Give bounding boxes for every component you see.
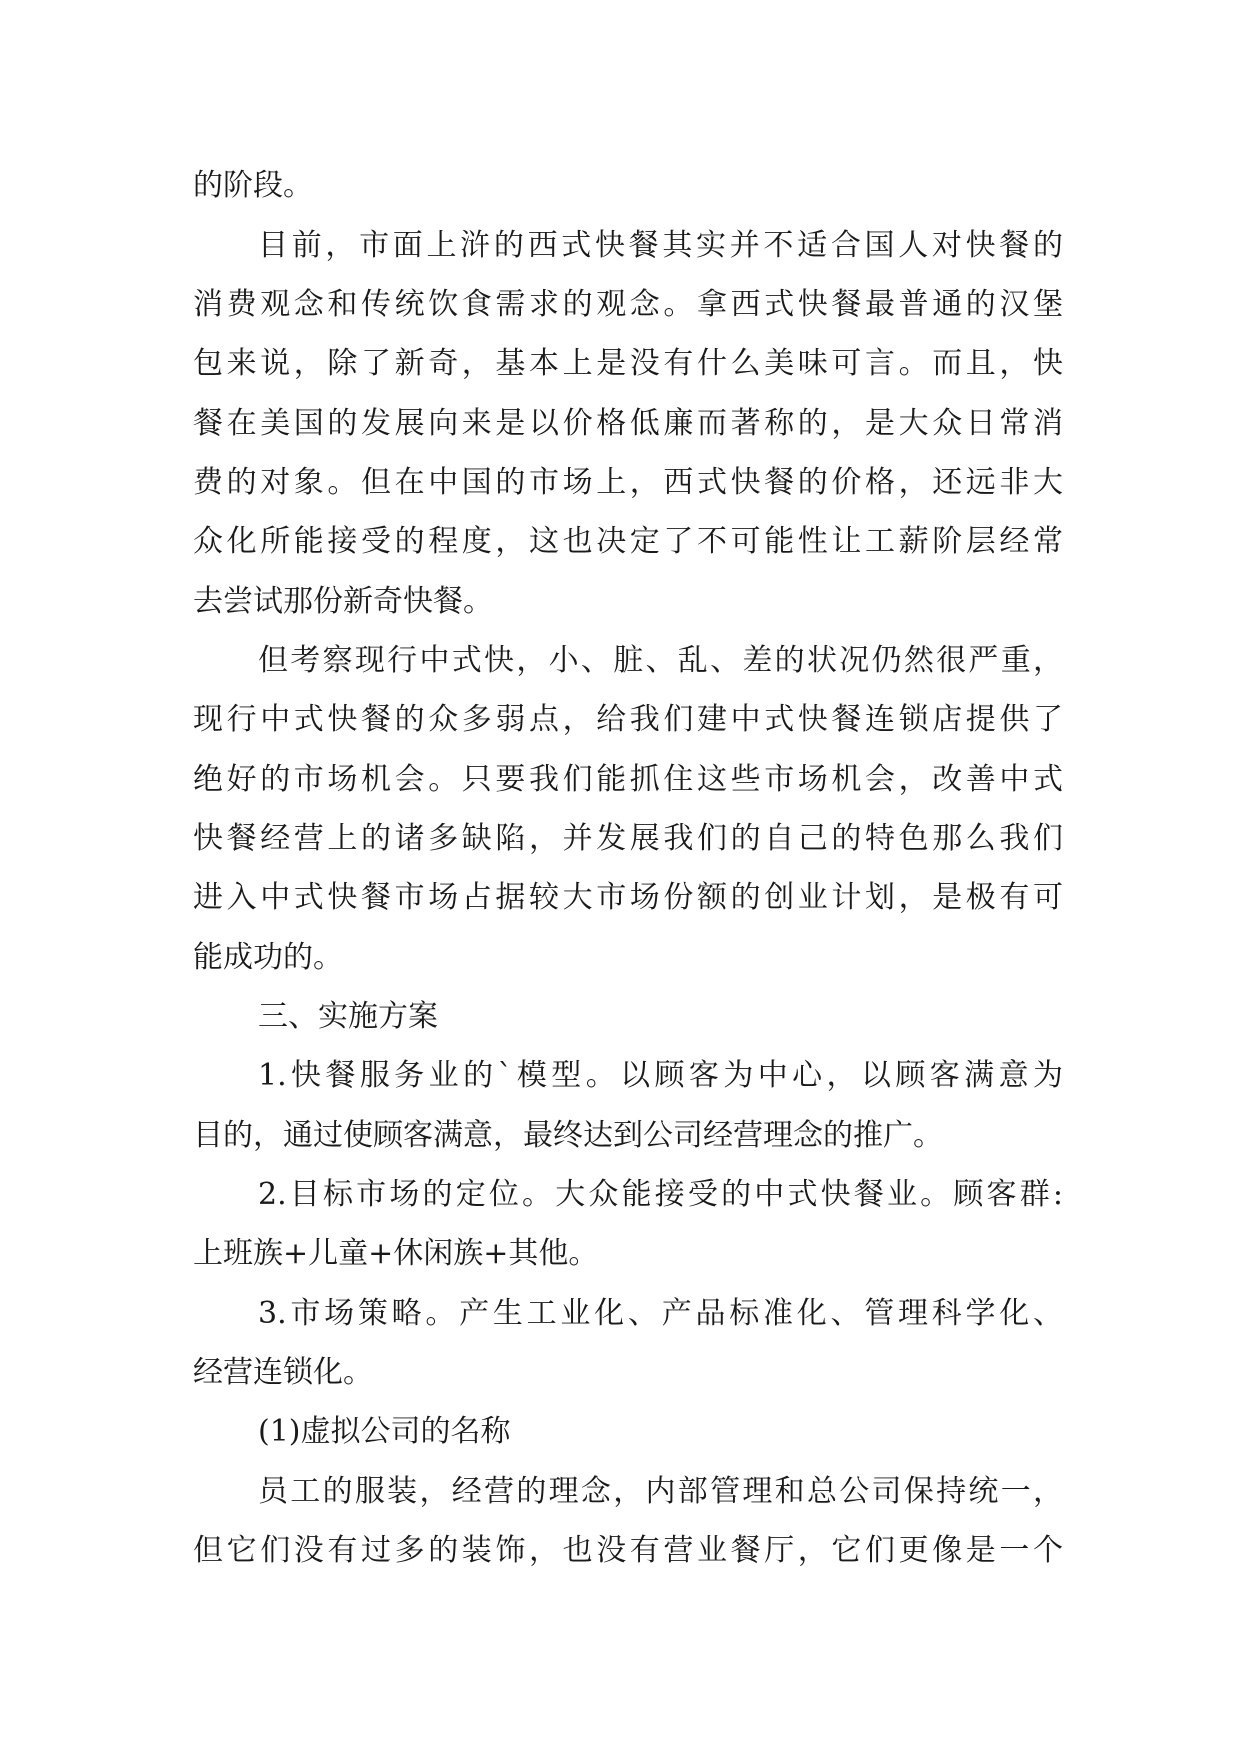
paragraph-line: 员工的服装，经营的理念，内部管理和总公司保持统一， (258, 1474, 1063, 1509)
paragraph-line: 进入中式快餐市场占据较大市场份额的创业计划，是极有可 (193, 880, 1063, 915)
paragraph-line: 目前，市面上浒的西式快餐其实并不适合国人对快餐的 (258, 228, 1063, 263)
paragraph-line: 但它们没有过多的装饰，也没有营业餐厅，它们更像是一个 (193, 1533, 1063, 1568)
paragraph-line: 2.目标市场的定位。大众能接受的中式快餐业。顾客群: (258, 1177, 1063, 1212)
paragraph-line: 现行中式快餐的众多弱点，给我们建中式快餐连锁店提供了 (193, 702, 1063, 737)
paragraph-line: 餐在美国的发展向来是以价格低廉而著称的，是大众日常消 (193, 406, 1063, 441)
paragraph-line: 目的，通过使顾客满意，最终达到公司经营理念的推广。 (193, 1118, 943, 1153)
paragraph-line: 能成功的。 (193, 940, 343, 975)
paragraph-line: 的阶段。 (193, 168, 313, 203)
subsection-heading: (1)虚拟公司的名称 (258, 1414, 511, 1449)
section-heading: 三、实施方案 (258, 999, 438, 1034)
paragraph-line: 经营连锁化。 (193, 1355, 373, 1390)
paragraph-line: 上班族+儿童+休闲族+其他。 (193, 1236, 599, 1271)
paragraph-line: 1.快餐服务业的`模型。以顾客为中心，以顾客满意为 (258, 1058, 1063, 1093)
paragraph-line: 消费观念和传统饮食需求的观念。拿西式快餐最普通的汉堡 (193, 287, 1063, 322)
paragraph-line: 3.市场策略。产生工业化、产品标准化、管理科学化、 (258, 1296, 1063, 1331)
paragraph-line: 去尝试那份新奇快餐。 (193, 584, 493, 619)
paragraph-line: 众化所能接受的程度，这也决定了不可能性让工薪阶层经常 (193, 524, 1063, 559)
paragraph-line: 快餐经营上的诸多缺陷，并发展我们的自己的特色那么我们 (193, 821, 1063, 856)
paragraph-line: 但考察现行中式快，小、脏、乱、差的状况仍然很严重， (258, 643, 1063, 678)
paragraph-line: 费的对象。但在中国的市场上，西式快餐的价格，还远非大 (193, 465, 1063, 500)
paragraph-line: 绝好的市场机会。只要我们能抓住这些市场机会，改善中式 (193, 762, 1063, 797)
paragraph-line: 包来说，除了新奇，基本上是没有什么美味可言。而且，快 (193, 346, 1063, 381)
